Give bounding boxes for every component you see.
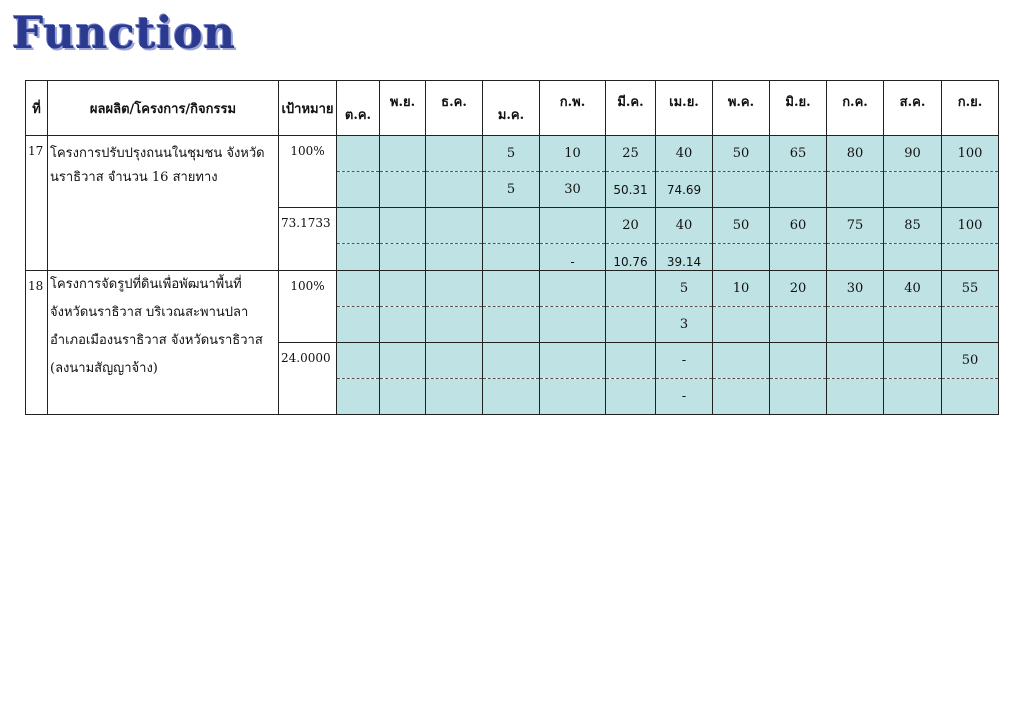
month-cell: 40 <box>884 271 942 307</box>
month-cell <box>606 343 656 379</box>
month-cell <box>942 172 999 208</box>
table-row <box>26 271 999 307</box>
month-cell <box>426 271 483 307</box>
header-month-jan: ม.ค. <box>483 81 540 136</box>
month-cell: - <box>540 244 606 280</box>
month-cell: 20 <box>606 208 656 244</box>
target-percent: 100% <box>279 271 337 343</box>
month-cell: 30 <box>540 172 606 208</box>
month-cell: 25 <box>606 136 656 172</box>
month-cell <box>713 343 770 379</box>
header-month-dec: ธ.ค. <box>426 81 483 136</box>
month-cell <box>770 343 827 379</box>
month-cell: 20 <box>770 271 827 307</box>
header-month-may: พ.ค. <box>713 81 770 136</box>
month-cell: 55 <box>942 271 999 307</box>
month-cell <box>483 343 540 379</box>
month-cell <box>606 307 656 343</box>
month-cell <box>540 208 606 244</box>
month-cell: 5 <box>483 136 540 172</box>
month-cell <box>770 172 827 208</box>
header-month-oct: ต.ค. <box>337 81 380 136</box>
month-cell: 74.69 <box>656 172 713 208</box>
month-cell: 60 <box>770 208 827 244</box>
month-cell: 39.14 <box>656 244 713 280</box>
month-cell: 90 <box>884 136 942 172</box>
header-month-mar: มี.ค. <box>606 81 656 136</box>
month-cell <box>337 271 380 307</box>
month-cell <box>426 307 483 343</box>
header-month-nov: พ.ย. <box>380 81 426 136</box>
month-cell <box>827 343 884 379</box>
month-cell: 40 <box>656 208 713 244</box>
month-cell <box>942 307 999 343</box>
month-cell: 65 <box>770 136 827 172</box>
month-cell <box>713 379 770 415</box>
month-cell <box>380 271 426 307</box>
month-cell <box>606 271 656 307</box>
month-cell <box>483 208 540 244</box>
month-cell <box>426 208 483 244</box>
month-cell <box>426 343 483 379</box>
month-cell <box>540 343 606 379</box>
header-month-jun: มิ.ย. <box>770 81 827 136</box>
header-month-jul: ก.ค. <box>827 81 884 136</box>
project-name: โครงการปรับปรุงถนนในชุมชน จังหวัดนราธิวาส จำนวน 16 สายทาง <box>48 136 279 280</box>
month-cell: 50.31 <box>606 172 656 208</box>
header-month-sep: ก.ย. <box>942 81 999 136</box>
month-cell <box>483 379 540 415</box>
month-cell: 10 <box>713 271 770 307</box>
month-cell <box>884 379 942 415</box>
month-cell <box>942 379 999 415</box>
month-cell <box>770 307 827 343</box>
month-cell <box>380 307 426 343</box>
month-cell <box>337 379 380 415</box>
month-cell <box>337 343 380 379</box>
month-cell: 50 <box>713 208 770 244</box>
plan-table-project-18 <box>25 270 999 415</box>
header-month-apr: เม.ย. <box>656 81 713 136</box>
month-cell: 75 <box>827 208 884 244</box>
month-cell <box>713 307 770 343</box>
month-cell <box>884 307 942 343</box>
month-cell: 5 <box>656 271 713 307</box>
month-cell: 100 <box>942 136 999 172</box>
month-cell <box>540 271 606 307</box>
month-cell: 5 <box>483 172 540 208</box>
month-cell <box>483 271 540 307</box>
plan-table-header-and-project-17 <box>25 80 999 280</box>
month-cell <box>380 172 426 208</box>
month-cell: 3 <box>656 307 713 343</box>
page-title: Function <box>12 8 236 59</box>
month-cell <box>426 136 483 172</box>
month-cell <box>337 208 380 244</box>
month-cell: 40 <box>656 136 713 172</box>
month-cell: 100 <box>942 208 999 244</box>
project-no: 18 <box>26 271 48 415</box>
project-name: โครงการจัดรูปที่ดินเพื่อพัฒนาพื้นที่ จังหวัดนราธิวาส บริเวณสะพานปลา อำเภอเมืองนราธิวาส จังหวัดนราธิวาส (ลงนามสัญญาจ้าง) <box>48 271 279 415</box>
month-cell: - <box>656 343 713 379</box>
month-cell <box>827 379 884 415</box>
header-name: ผลผลิต/โครงการ/กิจกรรม <box>48 81 279 136</box>
target-percent: 100% <box>279 136 337 208</box>
month-cell: 30 <box>827 271 884 307</box>
month-cell <box>540 379 606 415</box>
month-cell <box>380 343 426 379</box>
month-cell <box>337 307 380 343</box>
header-no: ที่ <box>26 81 48 136</box>
month-cell: 80 <box>827 136 884 172</box>
month-cell: 10.76 <box>606 244 656 280</box>
project-no: 17 <box>26 136 48 280</box>
header-month-aug: ส.ค. <box>884 81 942 136</box>
month-cell <box>713 172 770 208</box>
header-row <box>26 81 999 136</box>
month-cell <box>483 307 540 343</box>
month-cell <box>337 172 380 208</box>
month-cell <box>380 136 426 172</box>
header-target: เป้าหมาย <box>279 81 337 136</box>
month-cell <box>770 379 827 415</box>
month-cell <box>606 379 656 415</box>
month-cell <box>380 208 426 244</box>
month-cell: 85 <box>884 208 942 244</box>
month-cell: 50 <box>942 343 999 379</box>
month-cell <box>380 379 426 415</box>
month-cell <box>884 172 942 208</box>
month-cell: 50 <box>713 136 770 172</box>
target-budget: 73.1733 <box>279 208 337 280</box>
month-cell: 10 <box>540 136 606 172</box>
month-cell <box>884 343 942 379</box>
table-row <box>26 136 999 172</box>
month-cell: - <box>656 379 713 415</box>
month-cell <box>426 172 483 208</box>
month-cell <box>426 379 483 415</box>
header-month-feb: ก.พ. <box>540 81 606 136</box>
month-cell <box>540 307 606 343</box>
target-budget: 24.0000 <box>279 343 337 415</box>
month-cell <box>827 307 884 343</box>
month-cell <box>827 172 884 208</box>
month-cell <box>337 136 380 172</box>
